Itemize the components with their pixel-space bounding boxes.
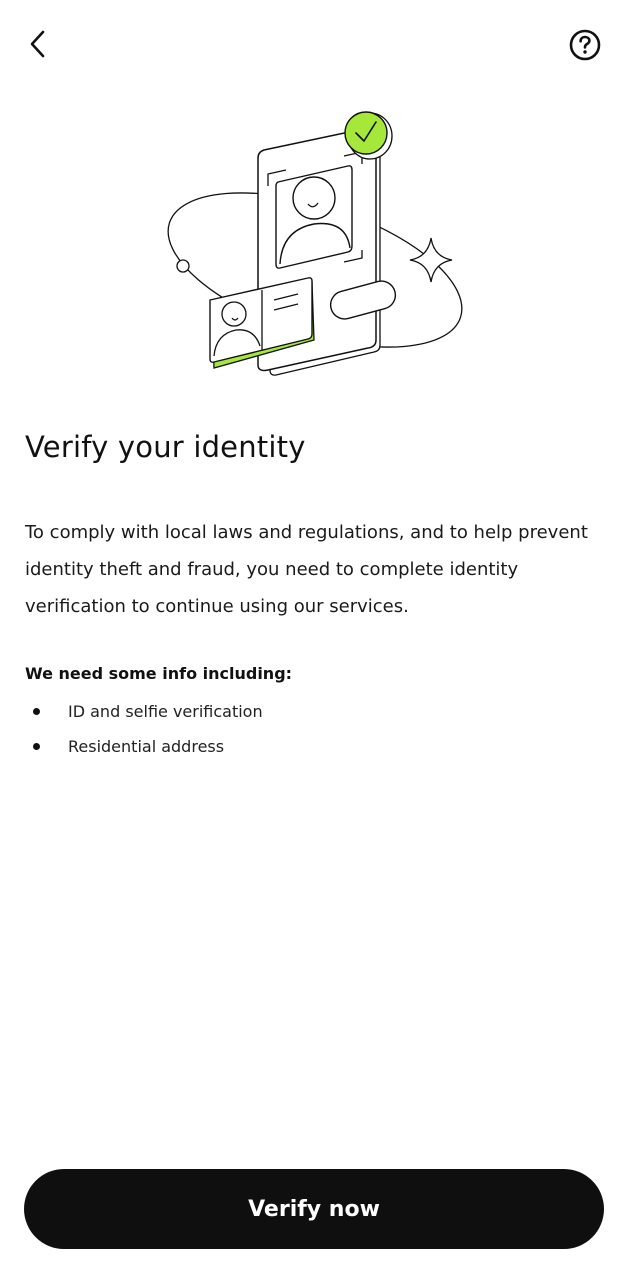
bullet-icon [33,743,40,750]
back-button[interactable] [20,26,56,62]
bullet-icon [33,708,40,715]
info-item-label: ID and selfie verification [68,702,263,721]
top-bar [0,0,628,90]
info-item-residential-address [25,732,263,767]
identity-verification-illustration [150,100,480,390]
sparkle-icon [410,238,452,282]
info-list [25,697,263,767]
chevron-left-icon [28,29,48,59]
help-button[interactable] [566,26,604,64]
check-badge [345,112,387,154]
info-item-label: Residential address [68,737,225,756]
orbit-dot [177,260,189,272]
page-title: Verify your identity [25,430,306,464]
question-circle-icon [568,28,602,62]
verify-now-button[interactable]: Verify now [24,1169,604,1249]
info-heading: We need some info including: [25,664,293,683]
description-text: To comply with local laws and regulations, and to help prevent identity theft and fraud, you need to complete identity verification to continue using our services. [25,522,588,617]
info-item-id-selfie [25,697,263,732]
